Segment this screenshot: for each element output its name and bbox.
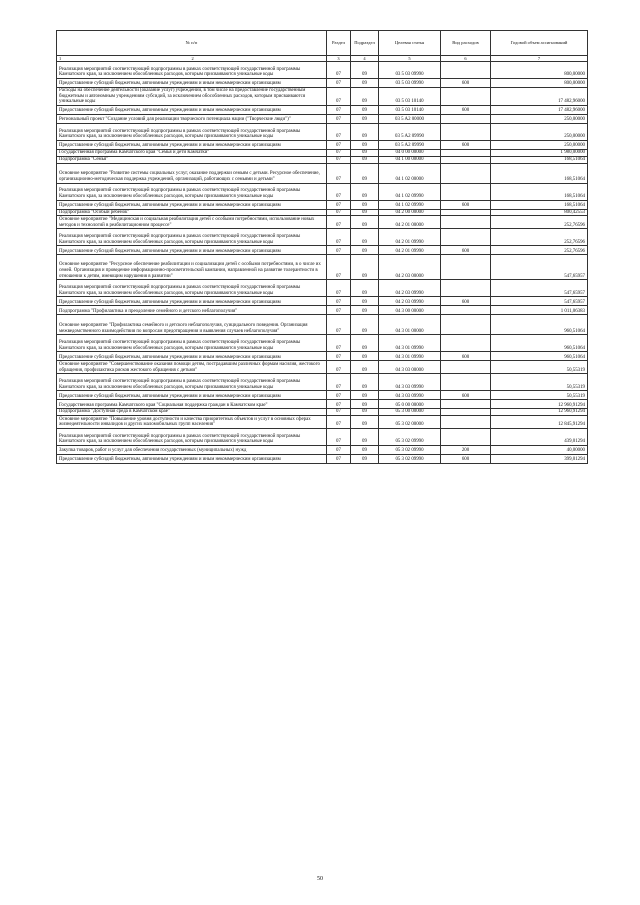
row-expense-type: 600 xyxy=(441,297,491,306)
row-name: Предоставление субсидий бюджетным, автономным учреждениям и иным некоммерческим организациям xyxy=(57,297,327,306)
table-row xyxy=(57,391,588,400)
header-target-article: Целевая статья xyxy=(379,31,441,56)
row-podrazdel: 09 xyxy=(351,246,379,255)
row-razdel: 07 xyxy=(327,141,351,150)
row-expense-type xyxy=(441,163,491,183)
row-name: Предоставление субсидий бюджетным, автономным учреждениям и иным некоммерческим организациям xyxy=(57,200,327,209)
row-target-article: 04 2 00 00000 xyxy=(379,209,441,216)
row-name: Закупка товаров, работ и услуг для обеспечения государственных (муниципальных) нужд xyxy=(57,445,327,454)
row-podrazdel: 09 xyxy=(351,88,379,106)
row-razdel: 07 xyxy=(327,306,351,315)
row-razdel: 07 xyxy=(327,315,351,335)
row-expense-type xyxy=(441,150,491,157)
table-row xyxy=(57,361,588,374)
table-row xyxy=(57,255,588,280)
row-amount: 17 482,96000 xyxy=(491,106,588,115)
row-target-article: 04 2 01 09990 xyxy=(379,229,441,246)
row-amount: 50,55319 xyxy=(491,361,588,374)
row-razdel: 07 xyxy=(327,229,351,246)
row-expense-type xyxy=(441,124,491,141)
row-target-article: 04 1 02 09990 xyxy=(379,200,441,209)
row-podrazdel: 09 xyxy=(351,124,379,141)
row-target-article: 04 3 00 00000 xyxy=(379,306,441,315)
row-name: Региональный проект "Создание условий для реализации творческого потенциала нации ("Творческие люди")" xyxy=(57,115,327,124)
row-amount: 399,01294 xyxy=(491,454,588,463)
column-number: 1 2 xyxy=(57,56,327,62)
row-amount: 439,01294 xyxy=(491,428,588,445)
row-podrazdel: 09 xyxy=(351,297,379,306)
row-expense-type: 600 xyxy=(441,246,491,255)
row-podrazdel: 09 xyxy=(351,183,379,200)
page-number: 50 xyxy=(317,876,323,882)
row-razdel: 07 xyxy=(327,361,351,374)
table-row xyxy=(57,280,588,297)
header-razdel: Раздел xyxy=(327,31,351,56)
row-podrazdel: 09 xyxy=(351,454,379,463)
row-expense-type xyxy=(441,88,491,106)
column-number: 6 xyxy=(441,56,491,62)
row-target-article: 04 1 00 00000 xyxy=(379,156,441,163)
row-amount: 547,65957 xyxy=(491,255,588,280)
row-amount: 250,00000 xyxy=(491,124,588,141)
row-name: Реализация мероприятий соответствующей подпрограммы в рамках соответствующей государственной программы Камчатского края, за исключением обособленных расходов, которым присваиваются уникальные коды xyxy=(57,229,327,246)
table-row xyxy=(57,297,588,306)
row-target-article: 04 3 03 00000 xyxy=(379,361,441,374)
row-razdel: 07 xyxy=(327,62,351,79)
row-name: Подпрограмма "Семья" xyxy=(57,156,327,163)
row-target-article: 05 0 00 00000 xyxy=(379,400,441,409)
row-razdel: 07 xyxy=(327,209,351,216)
row-podrazdel: 09 xyxy=(351,200,379,209)
header-annual-volume: Годовой объем ассигнований xyxy=(491,31,588,56)
row-expense-type xyxy=(441,255,491,280)
row-name: Реализация мероприятий соответствующей подпрограммы в рамках соответствующей государственной программы Камчатского края, за исключением обособленных расходов, которым присваиваются уникальные коды xyxy=(57,124,327,141)
row-podrazdel: 09 xyxy=(351,374,379,391)
row-name: Предоставление субсидий бюджетным, автономным учреждениям и иным некоммерческим организациям xyxy=(57,454,327,463)
row-target-article: 03 5 A2 09990 xyxy=(379,124,441,141)
row-expense-type xyxy=(441,415,491,428)
row-amount: 168,51064 xyxy=(491,183,588,200)
row-amount: 252,76596 xyxy=(491,246,588,255)
row-target-article: 04 2 03 09990 xyxy=(379,280,441,297)
row-podrazdel: 09 xyxy=(351,280,379,297)
row-name: Предоставление субсидий бюджетным, автономным учреждениям и иным некоммерческим организациям xyxy=(57,246,327,255)
row-razdel: 07 xyxy=(327,88,351,106)
row-name: Реализация мероприятий соответствующей подпрограммы в рамках соответствующей государственной программы Камчатского края, за исключением обособленных расходов, которым присваиваются уникальные коды xyxy=(57,335,327,352)
row-target-article: 03 5 03 10140 xyxy=(379,106,441,115)
row-name: Предоставление субсидий бюджетным, автономным учреждениям и иным некоммерческим организациям xyxy=(57,79,327,88)
column-number: 7 xyxy=(491,56,588,62)
row-amount: 800,00000 xyxy=(491,62,588,79)
row-razdel: 07 xyxy=(327,124,351,141)
row-amount: 960,51064 xyxy=(491,352,588,361)
row-razdel: 07 xyxy=(327,163,351,183)
row-podrazdel: 09 xyxy=(351,352,379,361)
row-podrazdel: 09 xyxy=(351,156,379,163)
row-expense-type xyxy=(441,374,491,391)
table-row xyxy=(57,209,588,216)
row-target-article: 04 0 00 00000 xyxy=(379,150,441,157)
row-amount: 960,51064 xyxy=(491,335,588,352)
row-name: Основное мероприятие "Совершенствование оказания помощи детям, пострадавшим различных формам насилия, жестокого обращения, профилактика рисков жестокого обращения с детьми" xyxy=(57,361,327,374)
row-expense-type xyxy=(441,306,491,315)
row-name: Государственная программа Камчатского края "Социальная поддержка граждан в Камчатском крае" xyxy=(57,400,327,409)
row-razdel: 07 xyxy=(327,391,351,400)
row-razdel: 07 xyxy=(327,400,351,409)
row-amount: 1 011,06383 xyxy=(491,306,588,315)
row-expense-type xyxy=(441,428,491,445)
table-row xyxy=(57,229,588,246)
row-name: Реализация мероприятий соответствующей подпрограммы в рамках соответствующей государственной программы Камчатского края, за исключением обособленных расходов, которым присваиваются уникальные коды xyxy=(57,62,327,79)
row-target-article: 04 3 01 00000 xyxy=(379,315,441,335)
row-razdel: 07 xyxy=(327,200,351,209)
row-name: Реализация мероприятий соответствующей подпрограммы в рамках соответствующей государственной программы Камчатского края, за исключением обособленных расходов, которым присваиваются уникальные коды xyxy=(57,374,327,391)
row-target-article: 04 2 01 00000 xyxy=(379,216,441,229)
row-razdel: 07 xyxy=(327,115,351,124)
row-target-article: 05 3 02 09990 xyxy=(379,445,441,454)
column-number: 4 xyxy=(351,56,379,62)
row-expense-type: 600 xyxy=(441,141,491,150)
row-expense-type xyxy=(441,280,491,297)
row-podrazdel: 09 xyxy=(351,335,379,352)
row-razdel: 07 xyxy=(327,255,351,280)
row-target-article: 04 3 01 09990 xyxy=(379,335,441,352)
row-amount: 12 960,91294 xyxy=(491,409,588,416)
table-row xyxy=(57,115,588,124)
row-amount: 17 482,96000 xyxy=(491,88,588,106)
table-row xyxy=(57,454,588,463)
table-row xyxy=(57,183,588,200)
row-name: Основное мероприятие "Профилактика семейного и детского неблагополучия, суицидального поведения. Организация межведомственного взаимодействия по вопросам предотвращения и выявления случаев неблагополучия" xyxy=(57,315,327,335)
row-razdel: 07 xyxy=(327,335,351,352)
row-amount: 50,55319 xyxy=(491,374,588,391)
row-target-article: 05 3 02 09990 xyxy=(379,454,441,463)
row-podrazdel: 09 xyxy=(351,445,379,454)
row-target-article: 04 1 02 00000 xyxy=(379,163,441,183)
row-expense-type: 600 xyxy=(441,352,491,361)
row-amount: 252,76596 xyxy=(491,216,588,229)
row-expense-type xyxy=(441,315,491,335)
column-number: 5 xyxy=(379,56,441,62)
row-name: Основное мероприятие "Развитие системы социальных услуг, оказание поддержки семьям с детьми. Ресурсное обеспечение, организационно-методическая поддержка учреждений, организаций, работающих с семьями и детьми" xyxy=(57,163,327,183)
row-amount: 168,51064 xyxy=(491,200,588,209)
row-podrazdel: 09 xyxy=(351,428,379,445)
row-target-article: 05 3 02 09990 xyxy=(379,428,441,445)
row-expense-type: 600 xyxy=(441,79,491,88)
row-name: Реализация мероприятий соответствующей подпрограммы в рамках соответствующей государственной программы Камчатского края, за исключением обособленных расходов, которым присваиваются уникальные коды xyxy=(57,428,327,445)
table-row xyxy=(57,106,588,115)
row-target-article: 03 5 A2 00000 xyxy=(379,115,441,124)
row-name: Основное мероприятие "Ресурсное обеспечение реабилитации и социализации детей с особыми потребностями, в о числе их семей. Организация и проведение информационно-просветительской кампании, направленной на развитие толерантности в отношении к детям, имеющим нарушения в развитии" xyxy=(57,255,327,280)
row-name: Подпрограмма "Доступная среда в Камчатском крае" xyxy=(57,409,327,416)
row-name: Основное мероприятие "Медицинская и социальная реабилитация детей с особыми потребностями, использование новых методов и технологий в реабилитационном процессе" xyxy=(57,216,327,229)
table-row xyxy=(57,306,588,315)
row-name: Подпрограмма "Особый ребенок" xyxy=(57,209,327,216)
row-razdel: 07 xyxy=(327,280,351,297)
table-row xyxy=(57,374,588,391)
row-amount: 960,51064 xyxy=(491,315,588,335)
row-razdel: 07 xyxy=(327,106,351,115)
row-target-article: 04 2 01 09990 xyxy=(379,246,441,255)
row-amount: 50,55319 xyxy=(491,391,588,400)
row-amount: 1 980,00000 xyxy=(491,150,588,157)
row-target-article: 04 3 01 09990 xyxy=(379,352,441,361)
row-amount: 800,42553 xyxy=(491,209,588,216)
row-podrazdel: 09 xyxy=(351,255,379,280)
row-expense-type: 600 xyxy=(441,391,491,400)
header-expense-type: Вид расходов xyxy=(441,31,491,56)
row-razdel: 07 xyxy=(327,428,351,445)
row-razdel: 07 xyxy=(327,297,351,306)
row-amount: 547,65957 xyxy=(491,297,588,306)
row-target-article: 05 3 02 00000 xyxy=(379,415,441,428)
table-row xyxy=(57,315,588,335)
row-name: Предоставление субсидий бюджетным, автономным учреждениям и иным некоммерческим организациям xyxy=(57,141,327,150)
row-name: Государственная программа Камчатского края "Семья и дети Камчатки" xyxy=(57,150,327,157)
row-expense-type: 200 xyxy=(441,445,491,454)
table-row xyxy=(57,352,588,361)
row-podrazdel: 09 xyxy=(351,209,379,216)
row-podrazdel: 09 xyxy=(351,315,379,335)
row-target-article: 04 2 03 09990 xyxy=(379,297,441,306)
row-name: Предоставление субсидий бюджетным, автономным учреждениям и иным некоммерческим организациям xyxy=(57,106,327,115)
row-podrazdel: 09 xyxy=(351,150,379,157)
row-expense-type xyxy=(441,400,491,409)
row-target-article: 03 5 03 09990 xyxy=(379,62,441,79)
row-expense-type xyxy=(441,62,491,79)
row-podrazdel: 09 xyxy=(351,216,379,229)
row-target-article: 03 5 03 09990 xyxy=(379,79,441,88)
row-razdel: 07 xyxy=(327,246,351,255)
row-name: Расходы на обеспечение деятельности (оказание услуг) учреждений, в том числе на предоставление государственным бюджетным и автономным учреждениям субсидий, за исключением обособленных расходов, которым присваиваются уникальные коды xyxy=(57,88,327,106)
row-expense-type xyxy=(441,229,491,246)
row-razdel: 07 xyxy=(327,156,351,163)
row-podrazdel: 09 xyxy=(351,141,379,150)
row-name: Предоставление субсидий бюджетным, автономным учреждениям и иным некоммерческим организациям xyxy=(57,391,327,400)
row-name: Предоставление субсидий бюджетным, автономным учреждениям и иным некоммерческим организациям xyxy=(57,352,327,361)
row-amount: 250,00000 xyxy=(491,115,588,124)
row-razdel: 07 xyxy=(327,352,351,361)
table-row xyxy=(57,216,588,229)
row-expense-type xyxy=(441,156,491,163)
row-name: Реализация мероприятий соответствующей подпрограммы в рамках соответствующей государственной программы Камчатского края, за исключением обособленных расходов, которым присваиваются уникальные коды xyxy=(57,183,327,200)
row-podrazdel: 09 xyxy=(351,306,379,315)
row-amount: 168,51064 xyxy=(491,156,588,163)
table-row xyxy=(57,428,588,445)
table-row xyxy=(57,141,588,150)
table-header-row xyxy=(57,31,588,56)
row-target-article: 05 3 00 00000 xyxy=(379,409,441,416)
row-target-article: 03 5 A2 09990 xyxy=(379,141,441,150)
row-amount: 250,00000 xyxy=(491,141,588,150)
row-podrazdel: 09 xyxy=(351,391,379,400)
row-target-article: 03 5 03 10140 xyxy=(379,88,441,106)
column-number: 3 xyxy=(327,56,351,62)
table-row xyxy=(57,163,588,183)
row-razdel: 07 xyxy=(327,183,351,200)
row-expense-type xyxy=(441,183,491,200)
table-row xyxy=(57,409,588,416)
row-expense-type: 600 xyxy=(441,106,491,115)
row-podrazdel: 09 xyxy=(351,409,379,416)
budget-table xyxy=(56,30,588,464)
row-razdel: 07 xyxy=(327,415,351,428)
row-amount: 40,00000 xyxy=(491,445,588,454)
table-row xyxy=(57,445,588,454)
table-body xyxy=(57,62,588,464)
row-amount: 547,65957 xyxy=(491,280,588,297)
row-amount: 168,51064 xyxy=(491,163,588,183)
row-target-article: 04 3 03 09990 xyxy=(379,374,441,391)
table-row xyxy=(57,335,588,352)
table-row xyxy=(57,124,588,141)
row-name: Реализация мероприятий соответствующей подпрограммы в рамках соответствующей государственной программы Камчатского края, за исключением обособленных расходов, которым присваиваются уникальные коды xyxy=(57,280,327,297)
row-podrazdel: 09 xyxy=(351,229,379,246)
row-amount: 800,00000 xyxy=(491,79,588,88)
row-expense-type xyxy=(441,409,491,416)
table-row xyxy=(57,400,588,409)
row-podrazdel: 09 xyxy=(351,115,379,124)
row-expense-type xyxy=(441,216,491,229)
row-podrazdel: 09 xyxy=(351,62,379,79)
row-podrazdel: 09 xyxy=(351,163,379,183)
row-target-article: 04 2 03 00000 xyxy=(379,255,441,280)
table-row xyxy=(57,62,588,79)
row-amount: 12 845,91294 xyxy=(491,415,588,428)
header-number: № п/п xyxy=(57,31,327,56)
table-row xyxy=(57,156,588,163)
row-razdel: 07 xyxy=(327,445,351,454)
row-amount: 12 960,91294 xyxy=(491,400,588,409)
row-expense-type xyxy=(441,361,491,374)
row-razdel: 07 xyxy=(327,216,351,229)
row-expense-type: 600 xyxy=(441,454,491,463)
row-expense-type: 600 xyxy=(441,200,491,209)
table-row xyxy=(57,88,588,106)
row-razdel: 07 xyxy=(327,409,351,416)
row-razdel: 07 xyxy=(327,374,351,391)
header-podrazdel: Подраздел xyxy=(351,31,379,56)
row-podrazdel: 09 xyxy=(351,79,379,88)
row-amount: 252,76596 xyxy=(491,229,588,246)
table-row xyxy=(57,150,588,157)
row-name: Основное мероприятие "Повышение уровня доступности и качества приоритетных объектов и услуг в основных сферах жизнедеятельности инвалидов и других маломобильных групп населения" xyxy=(57,415,327,428)
row-podrazdel: 09 xyxy=(351,361,379,374)
row-target-article: 04 1 02 09990 xyxy=(379,183,441,200)
row-razdel: 07 xyxy=(327,150,351,157)
row-razdel: 07 xyxy=(327,79,351,88)
row-expense-type xyxy=(441,209,491,216)
table-row xyxy=(57,415,588,428)
row-podrazdel: 09 xyxy=(351,106,379,115)
row-podrazdel: 09 xyxy=(351,415,379,428)
row-expense-type xyxy=(441,335,491,352)
row-target-article: 04 3 03 09990 xyxy=(379,391,441,400)
row-expense-type xyxy=(441,115,491,124)
row-razdel: 07 xyxy=(327,454,351,463)
row-name: Подпрограмма "Профилактика и преодоление семейного и детского неблагополучия" xyxy=(57,306,327,315)
table-row xyxy=(57,246,588,255)
table-row xyxy=(57,200,588,209)
table-row xyxy=(57,79,588,88)
row-podrazdel: 09 xyxy=(351,400,379,409)
